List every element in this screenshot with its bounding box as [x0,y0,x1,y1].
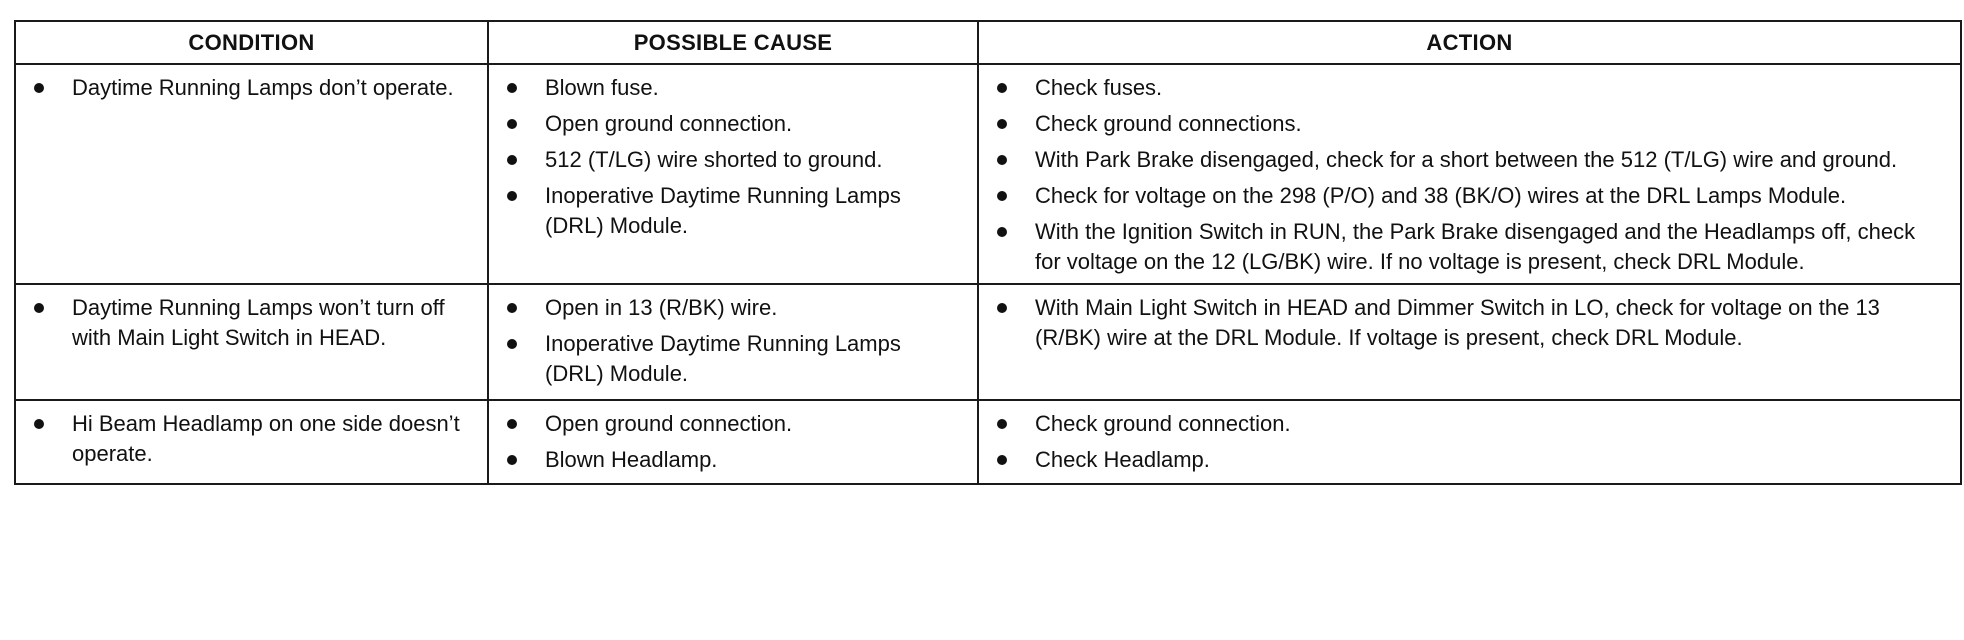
list-item [993,409,1946,439]
table-row [15,400,1961,484]
action-list [993,73,1946,277]
cause-cell [488,400,978,484]
cause-text: Inoperative Daytime Running Lamps (DRL) Module. [545,183,901,238]
bullet-icon [34,83,44,93]
condition-text: Daytime Running Lamps don’t operate. [72,75,454,100]
bullet-icon [507,191,517,201]
action-header: ACTION [978,21,1961,64]
cause-text: Blown fuse. [545,75,659,100]
list-item [503,145,963,175]
condition-list [30,293,473,353]
bullet-icon [997,227,1007,237]
list-item [993,445,1946,475]
list-item [503,73,963,103]
bullet-icon [507,419,517,429]
cause-text: Open in 13 (R/BK) wire. [545,295,778,320]
cause-list [503,409,963,475]
action-text: Check ground connections. [1035,111,1302,136]
bullet-icon [34,419,44,429]
action-text: Check ground connection. [1035,411,1291,436]
possible-cause-header: POSSIBLE CAUSE [488,21,978,64]
condition-cell [15,400,488,484]
action-cell [978,400,1961,484]
cause-cell [488,64,978,284]
bullet-icon [997,419,1007,429]
list-item [503,409,963,439]
cause-text: Blown Headlamp. [545,447,718,472]
list-item [30,293,473,353]
bullet-icon [507,119,517,129]
list-item [993,73,1946,103]
table-row [15,64,1961,284]
action-text: Check for voltage on the 298 (P/O) and 38 (BK/O) wires at the DRL Lamps Module. [1035,183,1847,208]
bullet-icon [507,455,517,465]
action-text: Check fuses. [1035,75,1163,100]
list-item [503,181,963,241]
diagnosis-table [14,20,1962,485]
list-item [30,409,473,469]
condition-text: Hi Beam Headlamp on one side doesn’t operate. [72,411,460,466]
header-row [15,21,1961,64]
action-text: Check Headlamp. [1035,447,1210,472]
list-item [503,109,963,139]
bullet-icon [507,303,517,313]
cause-text: 512 (T/LG) wire shorted to ground. [545,147,883,172]
list-item [503,293,963,323]
action-text: With the Ignition Switch in RUN, the Park Brake disengaged and the Headlamps off, check for voltage on the 12 (LG/BK) wire. If no voltage is present, check DRL Module. [1035,219,1916,274]
action-list [993,409,1946,475]
bullet-icon [997,83,1007,93]
list-item [993,109,1946,139]
bullet-icon [997,191,1007,201]
bullet-icon [997,119,1007,129]
action-cell [978,284,1961,400]
cause-text: Inoperative Daytime Running Lamps (DRL) Module. [545,331,901,386]
bullet-icon [507,155,517,165]
action-cell [978,64,1961,284]
condition-text: Daytime Running Lamps won’t turn off with Main Light Switch in HEAD. [72,295,445,350]
cause-text: Open ground connection. [545,111,793,136]
bullet-icon [997,155,1007,165]
action-text: With Park Brake disengaged, check for a short between the 512 (T/LG) wire and ground. [1035,147,1898,172]
condition-cell [15,284,488,400]
bullet-icon [34,303,44,313]
bullet-icon [997,303,1007,313]
condition-header: CONDITION [15,21,488,64]
cause-list [503,293,963,389]
condition-list [30,73,473,103]
bullet-icon [507,339,517,349]
list-item [503,329,963,389]
bullet-icon [507,83,517,93]
list-item [993,181,1946,211]
table-row [15,284,1961,400]
list-item [993,145,1946,175]
list-item [993,293,1946,353]
bullet-icon [997,455,1007,465]
cause-list [503,73,963,241]
list-item [993,217,1946,277]
list-item [30,73,473,103]
action-list [993,293,1946,353]
condition-cell [15,64,488,284]
cause-text: Open ground connection. [545,411,793,436]
list-item [503,445,963,475]
action-text: With Main Light Switch in HEAD and Dimmer Switch in LO, check for voltage on the 13 (R/BK) wire at the DRL Module. If voltage is present, check DRL Module. [1035,295,1880,350]
condition-list [30,409,473,469]
cause-cell [488,284,978,400]
